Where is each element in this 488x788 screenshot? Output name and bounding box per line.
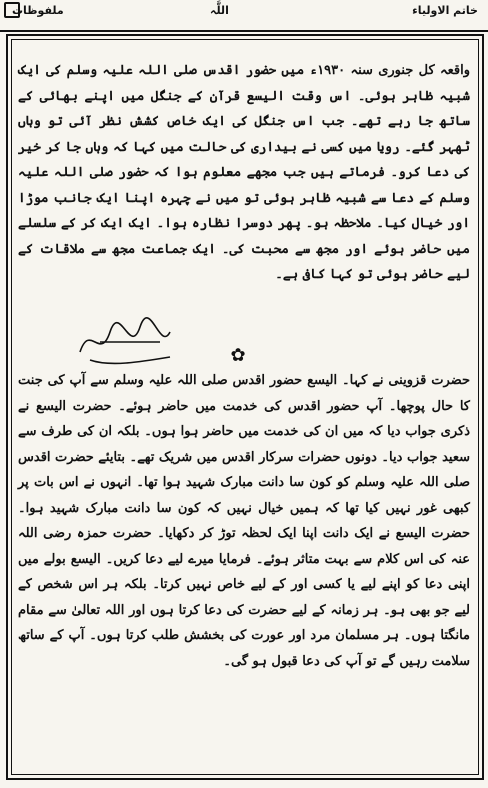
signature-icon [70, 312, 190, 372]
header-middle-text: اللَّہ [210, 4, 229, 17]
page-header [0, 0, 488, 32]
ornament-icon: ✿ [230, 345, 246, 366]
paragraph-1: واقعہ کل جنوری سنہ ۱۹۳۰ء میں حضور اقدس صلی اللہ علیہ وسلم کی ایک شبیہ ظاہر ہوئی۔ اس وقت الیسع قرآن کے جنگل میں اپنے بھائی کے ساتھ جا رہے تھے۔ جب اس جنگل کی ایک خاص کشش نظر آئی تو وہاں ٹھہر گئے۔ رویا میں کسی نے بیداری کی حالت میں کہا کہ وہاں جا کر خیر کی دعا کرو۔ فرماتے ہیں جب مجھے معلوم ہوا کہ حضور صلی اللہ علیہ وسلم کے دعا سے شبیہ ظاہر ہوئی تو میں نے چہرہ اپنا ایک جانب موڑا اور خیال کیا۔ ملاحظہ ہو۔ پھر دوسرا نظارہ ہوا۔ ایک ایک کر کے سلسلے میں حاضر ہوئے اور مجھ سے محبت کی۔ ایک جماعت مجھ سے ملاقات کے لیے حاضر ہوئی تو کہا کافی ہے۔ [18, 63, 470, 282]
header-left-text: ملفوظات [12, 4, 64, 17]
paragraph-2: حضرت قزوینی نے کہا۔ الیسع حضور اقدس صلی اللہ علیہ وسلم سے آپ کی جنت کا حال پوچھا۔ آپ حضور اقدس کی خدمت میں حاضر ہوئے۔ حضرت الیسع نے ذکری جواب دیا کہ میں ان کی خدمت میں حاضر ہوا ہوں۔ بلکہ ان کی طرف سے سعید جواب دیا۔ دونوں حضرات سرکار اقدس میں شریک تھے۔ بتایئے حضرت اقدس صلی اللہ علیہ وسلم کو کون سا دانت مبارک شہید ہوا تھا۔ انہوں نے اس بات پر کبھی غور نہیں کیا تھا کہ ہمیں خیال نہیں کہ کون سا دانت مبارک شہید ہوا۔ حضرت الیسع نے ایک دانت اپنا ایک لحظہ توڑ کر دکھایا۔ حضرت حمزہ رضی اللہ عنہ کی اس کلام سے بہت متاثر ہوئے۔ فرمایا میرے لیے دعا کریں۔ الیسع بولے میں اپنی دعا کو اپنے لیے یا کسی اور کے لیے خاص نہیں کرتا۔ بلکہ ہر اس شخص کے لیے جو بھی ہو۔ ہر زمانہ کے لیے حضرت کی دعا کرتا ہوں اور اللہ تعالیٰ سے مقام مانگتا ہوں۔ ہر مسلمان مرد اور عورت کی بخشش طلب کرتا ہوں۔ آپ کے ساتھ سلامت رہیں گے تو آپ کی دعا قبول ہو گی۔ [18, 373, 470, 669]
header-title: خاتم الاولیاء [412, 4, 478, 17]
